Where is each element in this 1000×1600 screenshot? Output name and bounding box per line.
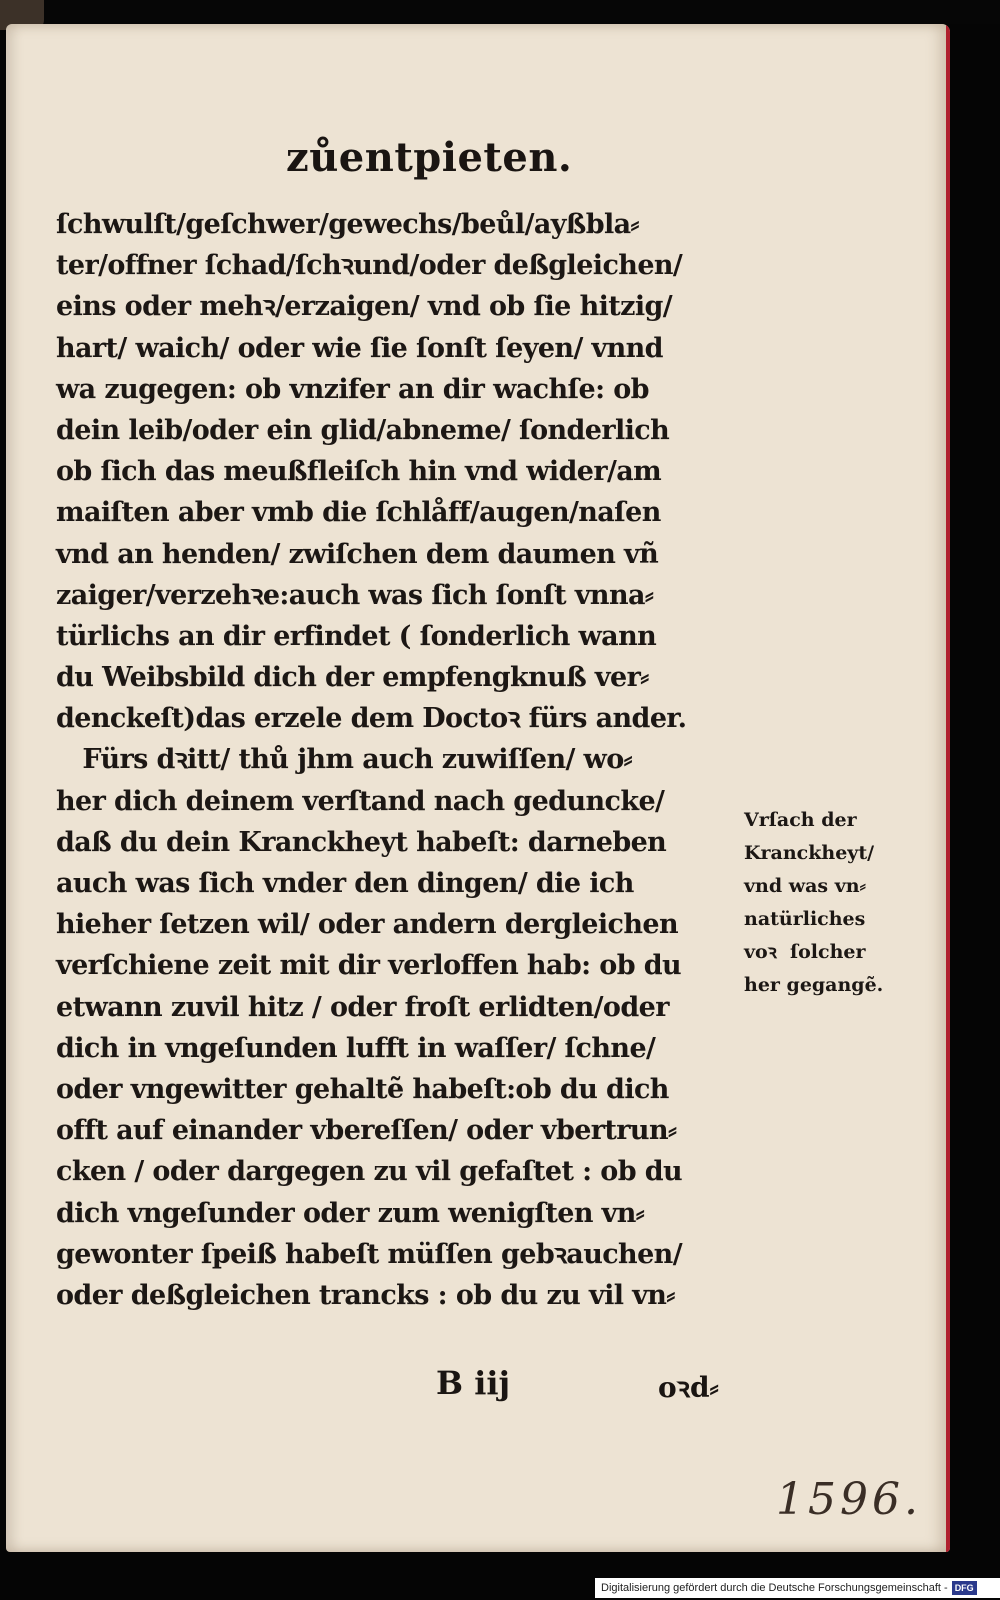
- text-line: zaiger/verzehꝛe:auch was ſich ſonſt vnna⸗: [56, 579, 654, 611]
- text-line: denckeſt)das erzele dem Doctoꝛ fürs ander.: [56, 703, 687, 735]
- signature-mark: B iij: [436, 1364, 511, 1402]
- text-line: oder vngewitter gehaltẽ habeſt:ob du dich: [56, 1073, 669, 1105]
- marginal-note-line: voꝛ ſolcher: [744, 941, 866, 963]
- catchword: oꝛd⸗: [658, 1371, 719, 1404]
- text-line: offt auf einander vbereſſen/ oder vbertrun⸗: [56, 1115, 677, 1147]
- text-line: ob ſich das meußfleiſch hin vnd wider/am: [56, 456, 662, 488]
- text-line: ſchwulſt/geſchwer/gewechs/beůl/ayßbla⸗: [56, 209, 639, 240]
- marginal-note-line: Kranckheyt/: [744, 842, 875, 864]
- credit-text: Digitalisierung gefördert durch die Deutsche Forschungsgemeinschaft -: [601, 1582, 948, 1594]
- text-line: gewonter ſpeiß habeſt müſſen gebꝛauchen/: [56, 1238, 682, 1270]
- text-line: dich vngeſunder oder zum wenigſten vn⸗: [56, 1197, 645, 1229]
- main-text-block: [56, 204, 746, 1316]
- top-background-band: [0, 0, 1000, 24]
- text-line: maiſten aber vmb die ſchlåff/augen/naſen: [56, 497, 661, 529]
- text-line: etwann zuvil hitz / oder froſt erlidten/oder: [56, 991, 669, 1023]
- text-line: cken / oder dargegen zu vil gefaſtet : ob du: [56, 1156, 683, 1188]
- text-line: Fürs dꝛitt/ thů jhm auch zuwiſſen/ wo⸗: [56, 744, 632, 776]
- marginal-note-line: natürliches: [744, 908, 866, 930]
- text-line: du Weibsbild dich der empfengknuß ver⸗: [56, 662, 649, 694]
- text-line: daß du dein Kranckheyt habeſt: darneben: [56, 826, 667, 858]
- digitization-credit: [595, 1578, 1000, 1598]
- handwritten-year-note: 1596.: [776, 1474, 922, 1525]
- text-line: auch was ſich vnder den dingen/ die ich: [56, 868, 634, 899]
- text-line: verſchiene zeit mit dir verloffen hab: ob du: [56, 950, 682, 982]
- text-line: dein leib/oder ein glid/abneme/ ſonderlich: [56, 414, 670, 446]
- running-title: zůentpieten.: [286, 134, 573, 181]
- text-line: wa zugegen: ob vnzifer an dir wachſe: ob: [56, 373, 649, 405]
- text-line: oder deßgleichen trancks : ob du zu vil vn⸗: [56, 1279, 675, 1311]
- text-line: hart/ waich/ oder wie ſie ſonſt ſeyen/ vnnd: [56, 332, 663, 364]
- marginal-note-line: Vrſach der: [744, 809, 857, 831]
- dfg-logo-icon: DFG: [952, 1581, 977, 1595]
- text-line: vnd an henden/ zwiſchen dem daumen vñ: [56, 538, 659, 570]
- text-line: her dich deinem verſtand nach geduncke/: [56, 785, 665, 817]
- text-line: türlichs an dir erfindet ( ſonderlich wann: [56, 620, 657, 652]
- red-page-edge: [946, 24, 950, 1552]
- text-line: hieher ſetzen wil/ oder andern dergleichen: [56, 909, 678, 941]
- marginal-note: [744, 804, 914, 1002]
- text-line: ter/offner ſchad/ſchꝛund/oder deßgleichen/: [56, 250, 683, 282]
- text-line: dich in vngeſunden lufft in waſſer/ ſchne/: [56, 1032, 656, 1064]
- marginal-note-line: vnd was vn⸗: [744, 875, 866, 897]
- marginal-note-line: her gegangẽ.: [744, 974, 884, 996]
- book-page: [6, 24, 950, 1552]
- text-line: eins oder mehꝛ/erzaigen/ vnd ob ſie hitzig/: [56, 291, 673, 323]
